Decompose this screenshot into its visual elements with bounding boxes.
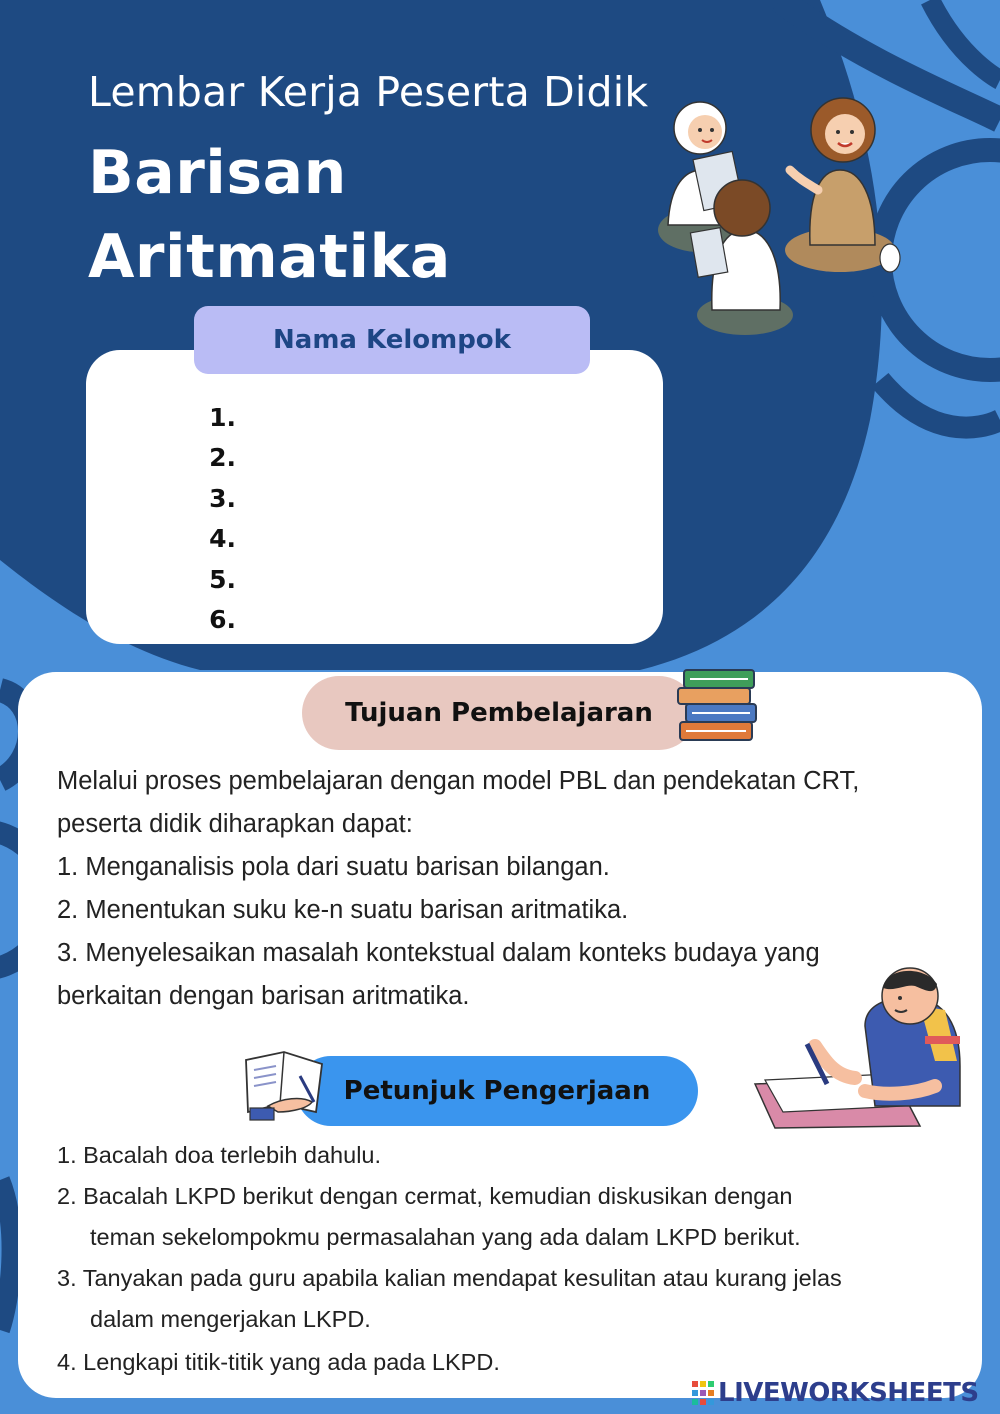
petunjuk-line-1: 1. Bacalah doa terlebih dahulu. [57,1142,382,1168]
group-member-number-3[interactable]: 3. [209,483,236,513]
group-member-number-4[interactable]: 4. [209,524,236,554]
tujuan-line-5: 3. Menyelesaikan masalah kontekstual dalam konteks budaya yang [57,939,820,967]
student-writing-illustration [745,966,970,1146]
tujuan-line-3: 1. Menganalisis pola dari suatu barisan bilangan. [57,853,610,881]
worksheet-title-line1: Barisan [88,138,347,208]
tujuan-line-6: berkaitan dengan barisan aritmatika. [57,982,470,1010]
petunjuk-line-2: 2. Bacalah LKPD berikut dengan cermat, kemudian diskusikan dengan [57,1183,793,1209]
tujuan-heading: Tujuan Pembelajaran [302,676,696,750]
group-member-number-1[interactable]: 1. [209,403,236,432]
petunjuk-line-5: dalam mengerjakan LKPD. [90,1306,371,1332]
books-icon [676,666,760,746]
group-member-number-2[interactable]: 2. [209,443,236,473]
hand-writing-icon [242,1046,328,1128]
group-members-box [86,350,663,644]
worksheet-title-line2: Aritmatika [88,222,451,292]
group-member-number-6[interactable]: 6. [209,604,236,634]
group-member-number-5[interactable]: 5. [209,564,236,594]
tujuan-line-2: peserta didik diharapkan dapat: [57,810,413,838]
tujuan-line-4: 2. Menentukan suku ke-n suatu barisan aritmatika. [57,896,629,924]
tujuan-line-1: Melalui proses pembelajaran dengan model PBL dan pendekatan CRT, [57,767,860,795]
group-member-list [86,398,236,640]
petunjuk-heading: Petunjuk Pengerjaan [296,1056,698,1126]
students-illustration [650,90,910,340]
worksheet-subtitle: Lembar Kerja Peserta Didik [88,68,649,116]
watermark-text: LIVEWORKSHEETS [718,1378,979,1408]
petunjuk-line-4: 3. Tanyakan pada guru apabila kalian mendapat kesulitan atau kurang jelas [57,1265,842,1291]
petunjuk-line-6: 4. Lengkapi titik-titik yang ada pada LKPD. [57,1349,500,1375]
liveworksheets-logo-icon [692,1381,714,1405]
petunjuk-line-3: teman sekelompokmu permasalahan yang ada dalam LKPD berikut. [90,1224,801,1250]
liveworksheets-watermark [692,1378,979,1408]
group-name-label: Nama Kelompok [194,306,590,374]
